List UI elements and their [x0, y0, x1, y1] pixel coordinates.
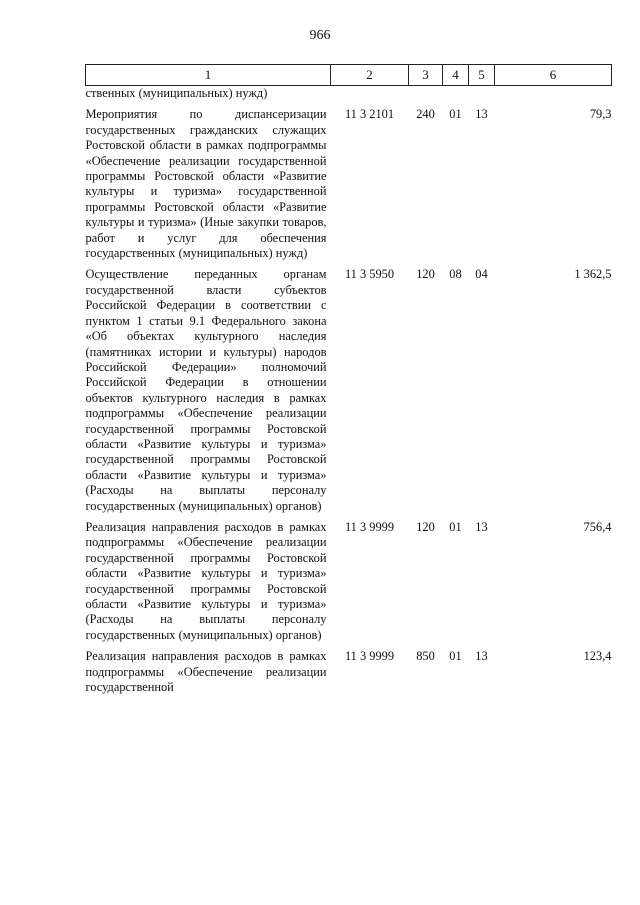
- row-rz: 01: [449, 519, 462, 534]
- row-pr: 13: [475, 649, 488, 664]
- table-row: [86, 520, 612, 643]
- table-row: [86, 267, 612, 514]
- row-description: Осуществление переданных органам государственной власти субъектов Российской Федерации в соответствии с пунктом 1 статьи 9.1 Федерального закона «Об объектах культурного наследия (памятниках истории и культуры) народов Российской Федерации» полномочий Российской Федерации в отношении объектов культурного наследия в рамках подпрограммы «Обеспечение реализации государственной программы Ростовской области «Развитие культуры и туризма» государственной программы Ростовской области «Развитие культуры и туризма» (Расходы на выплаты персоналу государственных (муниципальных) органов): [85, 267, 327, 513]
- row-amount: 123,4: [583, 649, 612, 664]
- row-amount: 756,4: [583, 519, 612, 534]
- budget-table: [85, 64, 612, 695]
- row-vr: 120: [416, 519, 435, 534]
- row-pr: 13: [475, 519, 488, 534]
- row-amount: 1 362,5: [574, 267, 612, 282]
- continuation-text: ственных (муниципальных) нужд): [85, 86, 268, 100]
- table-row: [86, 649, 612, 695]
- row-code: 11 3 5950: [344, 267, 395, 282]
- row-rz: 01: [449, 649, 462, 664]
- row-pr: 04: [475, 267, 488, 282]
- continuation-row: [86, 86, 612, 102]
- column-header: 6: [495, 65, 612, 86]
- page-number: 966: [309, 28, 331, 43]
- row-rz: 01: [449, 107, 462, 122]
- row-description: Мероприятия по диспансеризации государственных гражданских служащих Ростовской области в рамках подпрограммы «Обеспечение реализации государственной программы Ростовской области «Развитие культуры и туризма» государственной программы Ростовской области «Развитие культуры и туризма» (Иные закупки товаров, работ и услуг для обеспечения государственных (муниципальных) нужд): [85, 107, 327, 261]
- table-row: [86, 107, 612, 261]
- row-pr: 13: [475, 107, 488, 122]
- column-header: 5: [469, 65, 495, 86]
- row-description: Реализация направления расходов в рамках подпрограммы «Обеспечение реализации государственной: [85, 649, 327, 695]
- row-vr: 240: [416, 107, 435, 122]
- column-header-row: [86, 65, 612, 86]
- row-code: 11 3 9999: [344, 519, 395, 534]
- row-amount: 79,3: [589, 107, 612, 122]
- column-header: 2: [331, 65, 409, 86]
- row-code: 11 3 9999: [344, 649, 395, 664]
- row-rz: 08: [449, 267, 462, 282]
- column-header: 3: [409, 65, 443, 86]
- column-header: 1: [86, 65, 331, 86]
- row-code: 11 3 2101: [344, 107, 395, 122]
- row-vr: 850: [416, 649, 435, 664]
- column-header: 4: [443, 65, 469, 86]
- row-vr: 120: [416, 267, 435, 282]
- row-description: Реализация направления расходов в рамках подпрограммы «Обеспечение реализации государственной программы Ростовской области «Развитие культуры и туризма» государственной программы Ростовской области «Развитие культуры и туризма» (Расходы на выплаты персоналу государственных (муниципальных) органов): [85, 519, 327, 642]
